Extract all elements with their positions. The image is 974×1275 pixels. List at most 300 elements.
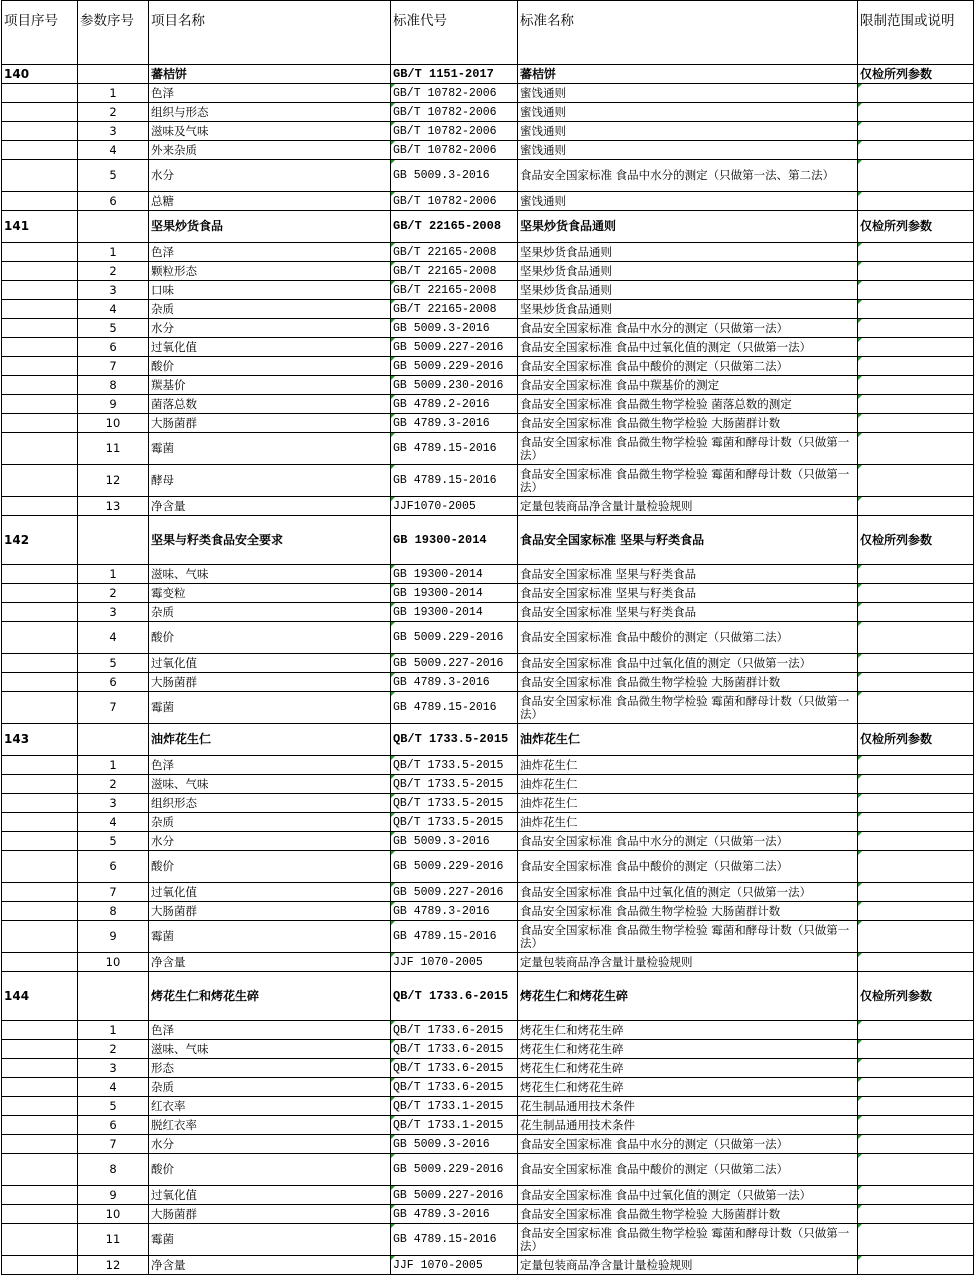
table-row	[2, 584, 974, 603]
header-standard-name: 标准名称	[518, 1, 858, 65]
table-row	[2, 603, 974, 622]
limit-note: 仅检所列参数	[858, 724, 974, 756]
param-number: 3	[78, 603, 149, 622]
standard-code: QB/T 1733.6-2015	[391, 1021, 518, 1040]
limit-note	[858, 300, 974, 319]
standard-name: 食品安全国家标准 食品中过氧化值的测定（只做第一法）	[518, 883, 858, 902]
param-number: 3	[78, 122, 149, 141]
standard-code: GB 5009.229-2016	[391, 357, 518, 376]
standard-code: QB/T 1733.5-2015	[391, 756, 518, 775]
standard-code: GB 4789.15-2016	[391, 692, 518, 724]
param-number: 2	[78, 262, 149, 281]
param-number: 7	[78, 1135, 149, 1154]
limit-note	[858, 84, 974, 103]
limit-note	[858, 603, 974, 622]
limit-note	[858, 756, 974, 775]
standard-code: QB/T 1733.6-2015	[391, 1078, 518, 1097]
param-name: 外来杂质	[149, 141, 391, 160]
param-name: 酸价	[149, 1154, 391, 1186]
standard-code: QB/T 1733.6-2015	[391, 972, 518, 1021]
limit-note	[858, 1224, 974, 1256]
standard-code: GB 4789.15-2016	[391, 921, 518, 953]
limit-note	[858, 1040, 974, 1059]
standard-code: GB/T 22165-2008	[391, 262, 518, 281]
standard-code: GB 4789.3-2016	[391, 414, 518, 433]
table-header-row	[2, 1, 974, 65]
project-number-empty	[2, 1224, 78, 1256]
param-number: 4	[78, 141, 149, 160]
standard-name: 花生制品通用技术条件	[518, 1097, 858, 1116]
project-number-empty	[2, 395, 78, 414]
project-number: 144	[2, 972, 78, 1021]
project-number-empty	[2, 357, 78, 376]
limit-note	[858, 1256, 974, 1275]
standard-name: 食品安全国家标准 食品中过氧化值的测定（只做第一法）	[518, 654, 858, 673]
param-name: 霉菌	[149, 921, 391, 953]
limit-note	[858, 192, 974, 211]
standard-code: QB/T 1733.6-2015	[391, 1059, 518, 1078]
param-number: 11	[78, 433, 149, 465]
project-number-empty	[2, 622, 78, 654]
standard-name: 定量包装商品净含量计量检验规则	[518, 1256, 858, 1275]
standard-name: 油炸花生仁	[518, 775, 858, 794]
table-row	[2, 794, 974, 813]
table-row	[2, 357, 974, 376]
project-number-empty	[2, 902, 78, 921]
param-name: 酵母	[149, 465, 391, 497]
standard-code: GB 5009.227-2016	[391, 1186, 518, 1205]
param-number: 6	[78, 1116, 149, 1135]
limit-note	[858, 813, 974, 832]
project-number-empty	[2, 338, 78, 357]
standard-name: 食品安全国家标准 坚果与籽类食品	[518, 516, 858, 565]
table-row	[2, 103, 974, 122]
project-row	[2, 516, 974, 565]
standard-name: 食品安全国家标准 食品微生物学检验 大肠菌群计数	[518, 902, 858, 921]
project-number-empty	[2, 1116, 78, 1135]
standard-code: GB/T 10782-2006	[391, 141, 518, 160]
standard-name: 烤花生仁和烤花生碎	[518, 1021, 858, 1040]
standard-code: GB 5009.229-2016	[391, 851, 518, 883]
param-number-empty	[78, 724, 149, 756]
table-row	[2, 160, 974, 192]
limit-note	[858, 673, 974, 692]
param-name: 组织与形态	[149, 103, 391, 122]
limit-note	[858, 465, 974, 497]
standard-code: GB/T 22165-2008	[391, 211, 518, 243]
limit-note	[858, 1135, 974, 1154]
table-row	[2, 692, 974, 724]
standard-name: 食品安全国家标准 食品中过氧化值的测定（只做第一法）	[518, 1186, 858, 1205]
param-number: 1	[78, 565, 149, 584]
param-number: 13	[78, 497, 149, 516]
param-name: 颗粒形态	[149, 262, 391, 281]
param-number: 4	[78, 300, 149, 319]
project-row	[2, 972, 974, 1021]
limit-note	[858, 953, 974, 972]
limit-note	[858, 497, 974, 516]
standard-name: 坚果炒货食品通则	[518, 300, 858, 319]
standard-name: 食品安全国家标准 食品中过氧化值的测定（只做第一法）	[518, 338, 858, 357]
limit-note	[858, 565, 974, 584]
project-number-empty	[2, 84, 78, 103]
project-number-empty	[2, 673, 78, 692]
param-name: 水分	[149, 319, 391, 338]
standard-name: 蜜饯通则	[518, 192, 858, 211]
param-number: 4	[78, 1078, 149, 1097]
standard-code: GB/T 22165-2008	[391, 300, 518, 319]
param-number: 3	[78, 1059, 149, 1078]
project-name: 蕃桔饼	[149, 65, 391, 84]
standard-name: 烤花生仁和烤花生碎	[518, 1040, 858, 1059]
project-number-empty	[2, 192, 78, 211]
param-name: 酸价	[149, 357, 391, 376]
standard-code: GB 5009.229-2016	[391, 622, 518, 654]
param-number: 3	[78, 281, 149, 300]
limit-note	[858, 262, 974, 281]
limit-note	[858, 851, 974, 883]
param-number: 2	[78, 103, 149, 122]
standard-code: GB 5009.229-2016	[391, 1154, 518, 1186]
header-limit-note: 限制范围或说明	[858, 1, 974, 65]
standard-name: 坚果炒货食品通则	[518, 211, 858, 243]
param-name: 净含量	[149, 497, 391, 516]
table-row	[2, 883, 974, 902]
table-row	[2, 756, 974, 775]
table-row	[2, 902, 974, 921]
standard-name: 食品安全国家标准 食品中水分的测定（只做第一法、第二法）	[518, 160, 858, 192]
standard-name: 食品安全国家标准 坚果与籽类食品	[518, 565, 858, 584]
standard-code: GB 4789.3-2016	[391, 902, 518, 921]
param-number: 6	[78, 338, 149, 357]
param-name: 霉菌	[149, 692, 391, 724]
project-name: 烤花生仁和烤花生碎	[149, 972, 391, 1021]
param-name: 杂质	[149, 603, 391, 622]
project-number-empty	[2, 883, 78, 902]
param-name: 水分	[149, 832, 391, 851]
param-name: 过氧化值	[149, 338, 391, 357]
project-number-empty	[2, 813, 78, 832]
standard-name: 食品安全国家标准 坚果与籽类食品	[518, 584, 858, 603]
project-number-empty	[2, 565, 78, 584]
standard-code: GB 5009.227-2016	[391, 338, 518, 357]
standard-code: GB 19300-2014	[391, 516, 518, 565]
standard-name: 烤花生仁和烤花生碎	[518, 1078, 858, 1097]
table-row	[2, 622, 974, 654]
limit-note	[858, 1205, 974, 1224]
standard-name: 食品安全国家标准 食品微生物学检验 霉菌和酵母计数（只做第一法）	[518, 1224, 858, 1256]
standard-code: GB 5009.230-2016	[391, 376, 518, 395]
param-number: 9	[78, 921, 149, 953]
standard-code: JJF 1070-2005	[391, 1256, 518, 1275]
param-name: 色泽	[149, 243, 391, 262]
standard-code: GB 5009.3-2016	[391, 319, 518, 338]
project-row	[2, 211, 974, 243]
limit-note: 仅检所列参数	[858, 972, 974, 1021]
project-number-empty	[2, 103, 78, 122]
limit-note	[858, 1097, 974, 1116]
param-number: 6	[78, 192, 149, 211]
standard-code: GB/T 10782-2006	[391, 122, 518, 141]
table-row	[2, 1059, 974, 1078]
param-name: 组织形态	[149, 794, 391, 813]
standards-table	[1, 0, 974, 1275]
standard-name: 定量包装商品净含量计量检验规则	[518, 953, 858, 972]
param-number: 8	[78, 902, 149, 921]
param-number: 9	[78, 395, 149, 414]
limit-note	[858, 376, 974, 395]
project-number: 140	[2, 65, 78, 84]
project-number-empty	[2, 584, 78, 603]
project-number-empty	[2, 1135, 78, 1154]
standard-name: 食品安全国家标准 食品中水分的测定（只做第一法）	[518, 319, 858, 338]
table-row	[2, 300, 974, 319]
table-row	[2, 319, 974, 338]
param-number-empty	[78, 211, 149, 243]
param-name: 菌落总数	[149, 395, 391, 414]
project-number-empty	[2, 262, 78, 281]
param-name: 酸价	[149, 851, 391, 883]
standard-code: GB/T 1151-2017	[391, 65, 518, 84]
param-name: 红衣率	[149, 1097, 391, 1116]
project-row	[2, 724, 974, 756]
param-name: 杂质	[149, 813, 391, 832]
limit-note	[858, 902, 974, 921]
project-name: 坚果与籽类食品安全要求	[149, 516, 391, 565]
table-row	[2, 192, 974, 211]
project-number-empty	[2, 794, 78, 813]
table-row	[2, 1097, 974, 1116]
project-number-empty	[2, 1097, 78, 1116]
standard-name: 烤花生仁和烤花生碎	[518, 1059, 858, 1078]
project-row	[2, 65, 974, 84]
limit-note	[858, 281, 974, 300]
standard-code: GB 4789.3-2016	[391, 673, 518, 692]
standard-code: GB/T 10782-2006	[391, 103, 518, 122]
project-number-empty	[2, 414, 78, 433]
param-number: 7	[78, 357, 149, 376]
table-row	[2, 376, 974, 395]
param-name: 脱红衣率	[149, 1116, 391, 1135]
table-row	[2, 1078, 974, 1097]
param-number: 9	[78, 1186, 149, 1205]
standard-name: 油炸花生仁	[518, 724, 858, 756]
table-row	[2, 1224, 974, 1256]
project-name: 油炸花生仁	[149, 724, 391, 756]
project-number-empty	[2, 1078, 78, 1097]
limit-note	[858, 414, 974, 433]
limit-note	[858, 1059, 974, 1078]
limit-note	[858, 338, 974, 357]
standard-name: 坚果炒货食品通则	[518, 262, 858, 281]
standard-code: GB/T 10782-2006	[391, 84, 518, 103]
standard-name: 蜜饯通则	[518, 122, 858, 141]
project-number-empty	[2, 243, 78, 262]
standard-code: QB/T 1733.5-2015	[391, 724, 518, 756]
project-number-empty	[2, 433, 78, 465]
project-number-empty	[2, 832, 78, 851]
standard-name: 蕃桔饼	[518, 65, 858, 84]
project-number: 143	[2, 724, 78, 756]
standard-name: 蜜饯通则	[518, 141, 858, 160]
limit-note	[858, 141, 974, 160]
standard-name: 油炸花生仁	[518, 813, 858, 832]
limit-note	[858, 319, 974, 338]
param-name: 滋味、气味	[149, 565, 391, 584]
header-project-no: 项目序号	[2, 1, 78, 65]
param-number: 5	[78, 319, 149, 338]
standard-name: 油炸花生仁	[518, 756, 858, 775]
standard-code: GB 5009.3-2016	[391, 1135, 518, 1154]
standard-name: 定量包装商品净含量计量检验规则	[518, 497, 858, 516]
project-name: 坚果炒货食品	[149, 211, 391, 243]
table-row	[2, 262, 974, 281]
table-row	[2, 414, 974, 433]
project-number-empty	[2, 775, 78, 794]
project-number-empty	[2, 1154, 78, 1186]
standard-name: 坚果炒货食品通则	[518, 243, 858, 262]
param-name: 净含量	[149, 953, 391, 972]
table-row	[2, 1135, 974, 1154]
project-number-empty	[2, 1040, 78, 1059]
standard-code: JJF 1070-2005	[391, 953, 518, 972]
project-number-empty	[2, 756, 78, 775]
table-row	[2, 654, 974, 673]
param-number: 1	[78, 84, 149, 103]
standard-code: GB 5009.227-2016	[391, 883, 518, 902]
param-name: 水分	[149, 160, 391, 192]
project-number: 141	[2, 211, 78, 243]
standard-name: 食品安全国家标准 食品中酸价的测定（只做第二法）	[518, 851, 858, 883]
param-name: 霉菌	[149, 1224, 391, 1256]
table-row	[2, 1116, 974, 1135]
standard-name: 烤花生仁和烤花生碎	[518, 972, 858, 1021]
limit-note	[858, 832, 974, 851]
param-name: 过氧化值	[149, 883, 391, 902]
table-row	[2, 465, 974, 497]
limit-note	[858, 1116, 974, 1135]
param-name: 大肠菌群	[149, 1205, 391, 1224]
limit-note: 仅检所列参数	[858, 516, 974, 565]
table-row	[2, 953, 974, 972]
standard-name: 食品安全国家标准 食品微生物学检验 霉菌和酵母计数（只做第一法）	[518, 921, 858, 953]
project-number-empty	[2, 300, 78, 319]
standard-name: 食品安全国家标准 食品微生物学检验 菌落总数的测定	[518, 395, 858, 414]
table-row	[2, 243, 974, 262]
standard-name: 食品安全国家标准 食品微生物学检验 大肠菌群计数	[518, 1205, 858, 1224]
param-name: 净含量	[149, 1256, 391, 1275]
project-number-empty	[2, 692, 78, 724]
project-number-empty	[2, 1205, 78, 1224]
param-number: 2	[78, 1040, 149, 1059]
param-number-empty	[78, 516, 149, 565]
table-row	[2, 673, 974, 692]
table-row	[2, 395, 974, 414]
standard-name: 食品安全国家标准 食品微生物学检验 大肠菌群计数	[518, 673, 858, 692]
limit-note	[858, 395, 974, 414]
param-number: 4	[78, 813, 149, 832]
param-number: 5	[78, 832, 149, 851]
limit-note	[858, 692, 974, 724]
standard-name: 食品安全国家标准 食品中酸价的测定（只做第二法）	[518, 1154, 858, 1186]
param-name: 大肠菌群	[149, 673, 391, 692]
standard-code: GB 19300-2014	[391, 565, 518, 584]
param-number: 8	[78, 1154, 149, 1186]
standard-name: 食品安全国家标准 食品中水分的测定（只做第一法）	[518, 1135, 858, 1154]
standard-code: GB 4789.3-2016	[391, 1205, 518, 1224]
limit-note	[858, 1154, 974, 1186]
param-number: 5	[78, 160, 149, 192]
param-number-empty	[78, 65, 149, 84]
param-number: 6	[78, 673, 149, 692]
standard-code: QB/T 1733.5-2015	[391, 794, 518, 813]
table-row	[2, 122, 974, 141]
param-name: 霉变粒	[149, 584, 391, 603]
standard-code: JJF1070-2005	[391, 497, 518, 516]
table-row	[2, 832, 974, 851]
param-number: 10	[78, 414, 149, 433]
table-row	[2, 281, 974, 300]
standard-code: GB 4789.15-2016	[391, 1224, 518, 1256]
standard-name: 花生制品通用技术条件	[518, 1116, 858, 1135]
standard-code: QB/T 1733.5-2015	[391, 813, 518, 832]
param-name: 色泽	[149, 756, 391, 775]
table-row	[2, 851, 974, 883]
limit-note	[858, 921, 974, 953]
standard-code: QB/T 1733.1-2015	[391, 1116, 518, 1135]
standard-code: GB/T 10782-2006	[391, 192, 518, 211]
param-name: 羰基价	[149, 376, 391, 395]
standard-code: GB 5009.227-2016	[391, 654, 518, 673]
standard-code: GB 5009.3-2016	[391, 160, 518, 192]
param-name: 滋味、气味	[149, 1040, 391, 1059]
param-number: 6	[78, 851, 149, 883]
limit-note	[858, 1078, 974, 1097]
param-name: 水分	[149, 1135, 391, 1154]
table-row	[2, 1040, 974, 1059]
project-number-empty	[2, 281, 78, 300]
limit-note	[858, 160, 974, 192]
param-name: 色泽	[149, 1021, 391, 1040]
standard-name: 食品安全国家标准 食品微生物学检验 霉菌和酵母计数（只做第一法）	[518, 692, 858, 724]
standard-code: GB 19300-2014	[391, 584, 518, 603]
project-number-empty	[2, 1186, 78, 1205]
limit-note	[858, 357, 974, 376]
param-name: 口味	[149, 281, 391, 300]
param-number-empty	[78, 972, 149, 1021]
param-number: 3	[78, 794, 149, 813]
param-number: 7	[78, 883, 149, 902]
project-number-empty	[2, 497, 78, 516]
project-number-empty	[2, 1021, 78, 1040]
standard-code: GB/T 22165-2008	[391, 243, 518, 262]
standard-name: 食品安全国家标准 食品中酸价的测定（只做第二法）	[518, 622, 858, 654]
project-number-empty	[2, 603, 78, 622]
standard-name: 蜜饯通则	[518, 103, 858, 122]
param-number: 10	[78, 1205, 149, 1224]
standard-name: 油炸花生仁	[518, 794, 858, 813]
standard-code: QB/T 1733.5-2015	[391, 775, 518, 794]
param-number: 5	[78, 1097, 149, 1116]
table-row	[2, 141, 974, 160]
param-number: 11	[78, 1224, 149, 1256]
param-number: 1	[78, 1021, 149, 1040]
param-name: 色泽	[149, 84, 391, 103]
project-number-empty	[2, 160, 78, 192]
table-row	[2, 813, 974, 832]
param-name: 形态	[149, 1059, 391, 1078]
limit-note: 仅检所列参数	[858, 211, 974, 243]
